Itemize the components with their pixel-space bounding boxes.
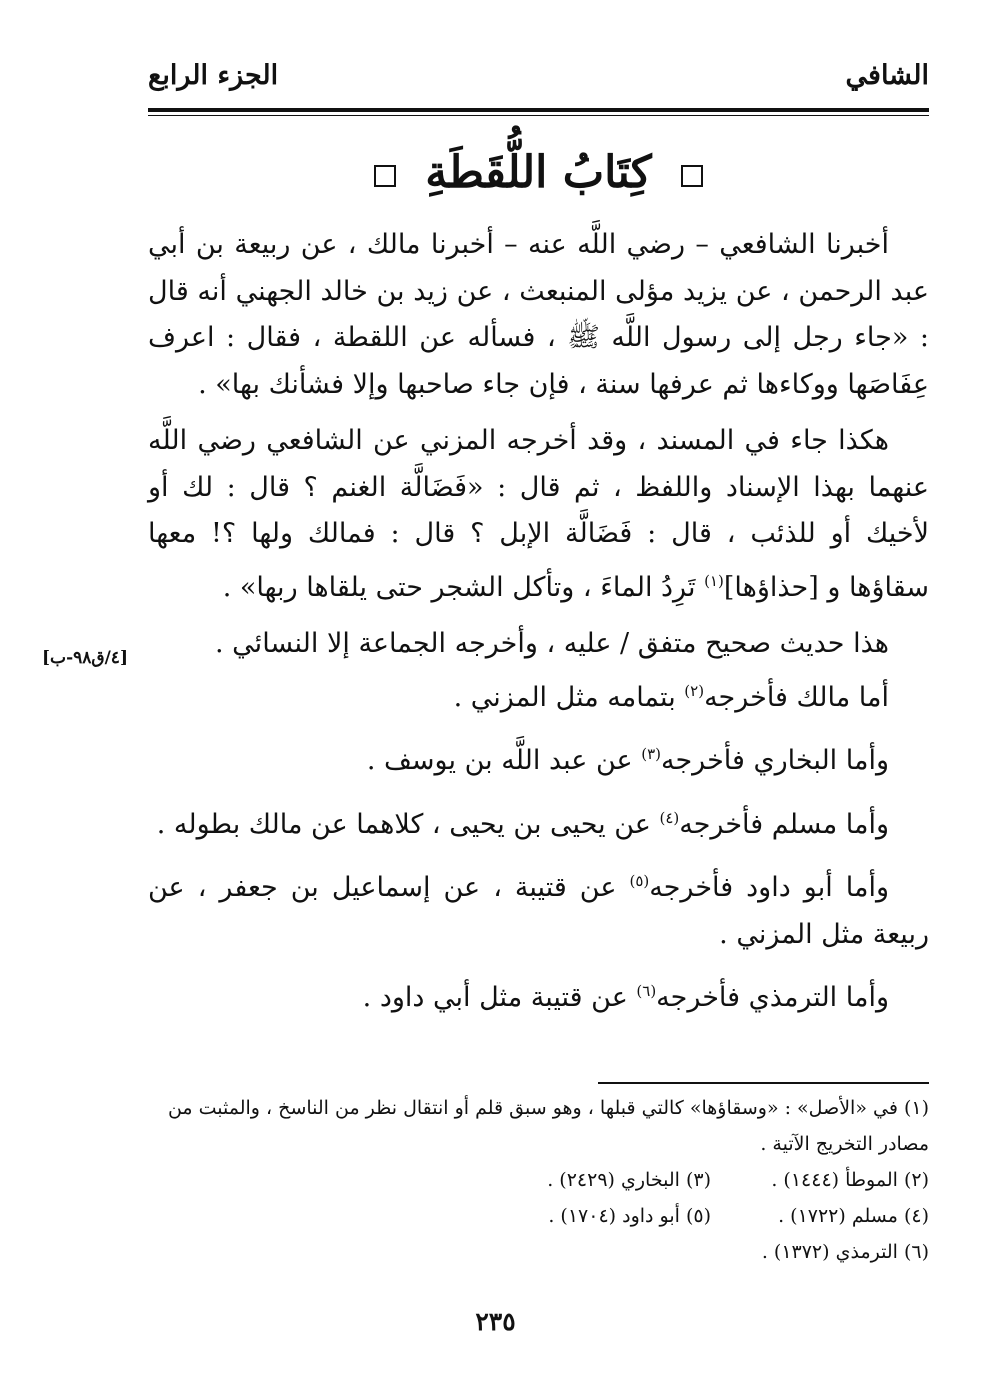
footnote-ref: (٥) [629, 872, 650, 890]
footnote-ref: (٤) [659, 808, 680, 827]
square-ornament-icon [681, 165, 703, 187]
footnote-ref: (٢) [684, 681, 705, 700]
footnote-4: (٤) مسلم (١٧٢٢) . [778, 1205, 929, 1227]
text-segment: وأما أبو داود فأخرجه [649, 872, 889, 903]
text-segment: عن يحيى بن يحيى ، كلاهما عن مالك بطوله . [156, 808, 660, 840]
square-ornament-icon [374, 165, 396, 187]
footnote-1: (١) في «الأصل» : «وسقاؤها» كالتي قبلها ، وهو سبق قلم أو انتقال نظر من الناسخ ، والمثبت من مصادر التخريج الآتية . [167, 1097, 929, 1155]
footnote-ref: (٦) [636, 982, 657, 1000]
text-segment: تَرِدُ الماءَ ، وتأكل الشجر حتى يلقاها ربها» . [222, 571, 705, 603]
paragraph-abu-dawud [148, 858, 929, 958]
paragraph-malik [148, 668, 929, 722]
paragraph-tirmidhi [148, 968, 929, 1022]
text-segment: عن قتيبة ، عن إسماعيل بن جعفر ، عن ربيعة مثل المزني . [148, 872, 929, 950]
text-segment: بتمامه مثل المزني . [453, 681, 685, 713]
chapter-heading [148, 138, 929, 208]
footnote-3: (٣) البخاري (٢٤٢٩) . [547, 1169, 711, 1191]
page-number: ٢٣٥ [475, 1307, 516, 1336]
paragraph-musnad-note [148, 418, 929, 611]
text-segment: أما مالك فأخرجه [704, 681, 889, 713]
footnote-ref: (٣) [641, 745, 662, 763]
header-rule-thick [148, 108, 929, 112]
footnote-row [148, 1198, 929, 1234]
paragraph-muslim [148, 795, 929, 849]
footnote-row [148, 1162, 929, 1198]
manuscript-folio-note: [٤/ق٩٨-ب] [42, 648, 128, 668]
paragraph-hadith-chain: أخبرنا الشافعي – رضي اللَّه عنه – أخبرنا مالك ، عن ربيعة بن أبي عبد الرحمن ، عن يزيد مؤلى المنبعث ، عن زيد بن خالد الجهني أنه قال : «جاء رجل إلى رسول اللَّه ﷺ ، فسأله عن اللقطة ، فقال : اعرف عِفَاصَها ووكاءها ثم عرفها سنة ، فإن جاء صاحبها وإلا فشأنك بها» . [148, 229, 929, 400]
footnote-5: (٥) أبو داود (١٧٠٤) . [548, 1205, 711, 1227]
running-header-volume: الجزء الرابع [148, 60, 279, 91]
footnote-6: (٦) الترمذي (١٣٧٢) . [761, 1241, 929, 1263]
footnote-2: (٢) الموطأ (١٤٤٤) . [771, 1169, 929, 1191]
text-segment: وأما البخاري فأخرجه [661, 745, 889, 776]
text-segment: عن عبد اللَّه بن يوسف . [366, 745, 642, 776]
text-segment: هكذا جاء في المسند ، وقد أخرجه المزني عن الشافعي رضي اللَّه عنهما بهذا الإسناد واللفظ ، ثم قال : «فَضَالَّة الغنم ؟ قال : لك أو لأخيك أو للذئب ، قال : فَضَالَّة الإبل ؟ قال : فمالك ولها ؟! معها سقاؤها و [حذاؤها] [148, 425, 929, 603]
paragraph-bukhari [148, 731, 929, 785]
running-header-book-title: الشافي [845, 60, 929, 91]
text-segment: وأما الترمذي فأخرجه [656, 982, 889, 1013]
footnotes [148, 1090, 929, 1270]
chapter-title: كِتَابُ اللُّقَطَةِ [425, 147, 652, 198]
footnote-separator [598, 1082, 929, 1084]
text-segment: عن قتيبة مثل أبي داود . [362, 982, 637, 1013]
main-text [148, 222, 929, 1022]
footnote-ref: (١) [704, 571, 724, 590]
paragraph-authenticity: هذا حديث صحيح متفق / عليه ، وأخرجه الجماعة إلا النسائي . [215, 628, 889, 659]
header-rule-thin [148, 115, 929, 116]
text-segment: وأما مسلم فأخرجه [679, 808, 889, 840]
